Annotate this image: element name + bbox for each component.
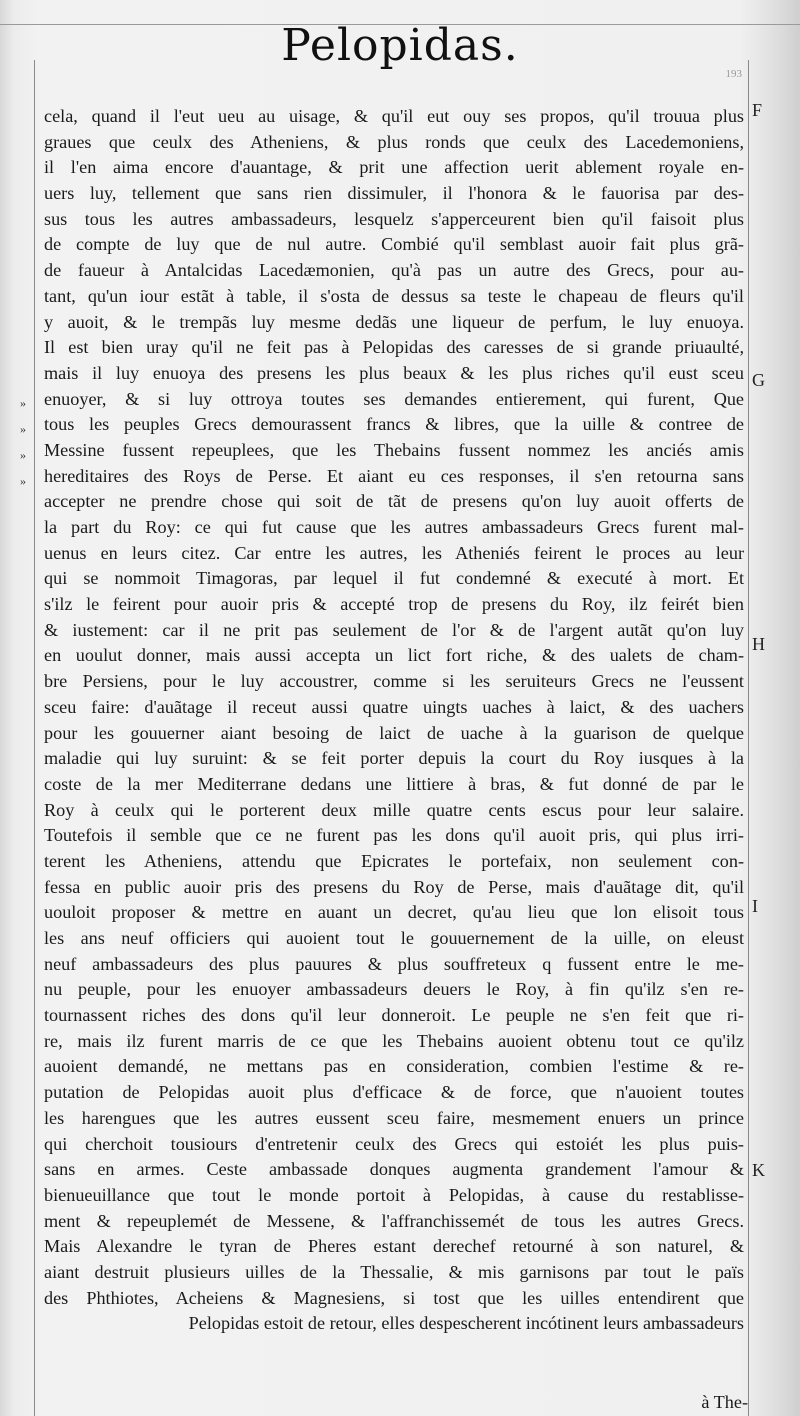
text-line: nu peuple, pour les enuoyer ambassadeurs deuers le Roy, à fin qu'ilz s'en re- [44,979,744,1000]
text-line: coste de la mer Mediterrane dedans une littiere à bras, & fut donné de par le [44,773,744,794]
text-line: Il est bien uray qu'il ne feit pas à Pelopidas des caresses de si grande priuaulté, [44,337,744,358]
text-line: & iustement: car il ne prit pas seulement de l'or & de l'argent autãt qu'on luy [44,619,744,640]
text-line: Roy à ceulx qui le porterent deux mille quatre cents escus pour leur salaire. [44,799,744,820]
text-line: tant, qu'un iour estãt à table, il s'osta de dessus sa teste le chapeau de fleurs qu'il [44,285,744,306]
margin-letter-g: G [752,370,765,390]
text-line: terent les Atheniens, attendu que Epicrates le portefaix, non seulement con- [44,850,744,871]
text-line: cela, quand il l'eut ueu au uisage, & qu'il eut ouy ses propos, qu'il trouua plus [44,106,744,126]
text-line: de compte de luy que de nul autre. Combié qu'il semblast auoir fait plus grã- [44,234,744,255]
text-line: maladie qui luy suruint: & se feit porter depuis la court du Roy iusques à la [44,748,744,769]
text-line: les harengues que les autres eussent sceu faire, mesmement enuers un prince [44,1107,744,1128]
text-line: bienueuillance que tout le monde portoit à Pelopidas, à cause du restablisse- [44,1184,744,1205]
text-line: Pelopidas estoit de retour, elles despescherent incótinent leurs ambassadeurs [188,1313,744,1334]
text-line: uouloit proposer & mettre en auant un decret, qu'au lieu que lon elisoit tous [44,902,744,923]
margin-letter-f: F [752,100,763,120]
text-line: fessa en public auoir pris des presens du Roy de Perse, mais d'auãtage dit, qu'il [44,876,744,897]
text-line: sans en armes. Ceste ambassade donques augmenta grandement l'amour & [44,1159,744,1180]
text-line: uers luy, tellement que sans rien dissimuler, il l'honora & le fauorisa par des- [44,183,744,204]
quote-marker: » [20,474,26,488]
text-line: uenus en leurs citez. Car entre les autres, les Atheniés feirent le proces au leur [44,542,744,563]
margin-letter-k: K [752,1160,765,1180]
text-line: pour les gouuerner aiant besoing de laict de uache à la guarison de quelque [44,722,744,743]
text-line: re, mais ilz furent marris de ce que les Thebains auoient obtenu tout ce qu'ilz [44,1030,744,1051]
text-line: qui se nommoit Timagoras, par lequel il fut condemné & executé à mort. Et [44,568,744,589]
text-line: putation de Pelopidas auoit plus d'efficace & de force, que n'auoient toutes [44,1082,744,1103]
catchword: à The- [701,1392,748,1412]
text-line: neuf ambassadeurs des plus pauures & plus souffreteux q fussent entre le me- [44,953,744,974]
text-line: s'ilz le feirent pour auoir pris & accepté trop de presens du Roy, ilz feirét bien [44,594,744,615]
text-line: aiant destruit plusieurs uilles de la Thessalie, & mis garnisons par tout le païs [44,1261,744,1282]
text-line: bre Persiens, pour le luy accoustrer, comme si les seruiteurs Grecs ne l'eussent [44,671,744,692]
left-margin-rule [34,60,35,1416]
text-line: tous les peuples Grecs demourassent francs & libres, que la uille & contree de [44,414,744,435]
text-line: qui cherchoit tousiours d'entretenir ceulx des Grecs qui estoiét les plus puis- [44,1133,744,1154]
text-line: enuoyer, & si luy ottroya toutes ses demandes entierement, qui furent, Que [44,388,744,409]
text-line: Messine fussent repeuplees, que les Thebains fussent nommez les anciés amis [44,439,744,460]
text-line: tournassent riches des dons qu'il leur donneroit. Le peuple ne s'en feit que ri- [44,1005,744,1026]
text-line: Mais Alexandre le tyran de Pheres estant derechef retourné à son naturel, & [44,1236,744,1257]
text-line: les ans neuf officiers qui auoient tout le gouuernement de la uille, on eleust [44,928,744,948]
text-line: auoient demandé, ne mettans pas en consideration, combien l'estime & re- [44,1056,744,1077]
body-text [44,104,744,1337]
margin-letter-h: H [752,634,765,654]
text-line: accepter ne prendre chose qui soit de tãt de presens qu'on luy auoit offerts de [44,491,744,512]
text-line: y auoit, & le trempãs luy mesme dedãs une liqueur de perfum, le luy enuoya. [44,311,744,332]
text-line: sceu faire: d'auãtage il receut aussi quatre uingts uaches à laict, & des uachers [44,696,744,717]
quote-marker: » [20,448,26,462]
text-line: la part du Roy: ce qui fut cause que les autres ambassadeurs Grecs furent mal- [44,517,744,537]
running-title: Pelopidas. [281,20,519,71]
text-line: mais il luy enuoya des presens les plus beaux & les plus riches qu'il eust sceu [44,362,744,383]
text-line: hereditaires des Roys de Perse. Et aiant eu ces responses, il s'en retourna sans [44,465,744,486]
text-line: des Phthiotes, Acheiens & Magnesiens, si tost que les uilles entendirent que [44,1287,744,1308]
text-line: ment & repeuplemét de Messene, & l'affranchissemét de tous les autres Grecs. [44,1210,744,1231]
page-number: 193 [725,68,742,80]
text-line: en uoulut donner, mais aussi accepta un lict fort riche, & des ualets de cham- [44,645,744,666]
quote-marker: » [20,396,26,410]
text-line: graues que ceulx des Atheniens, & plus ronds que ceulx des Lacedemoniens, [44,131,744,152]
right-margin-rule [748,60,749,1416]
text-line: il l'en aima encore d'auantage, & prit une affection uerit ablement royale en- [44,157,744,178]
text-line: sus tous les autres ambassadeurs, lesquelz s'apperceurent bien qu'il faisoit plus [44,208,744,229]
text-line: Toutefois il semble que ce ne furent pas les dons qu'il auoit pris, qui plus irri- [44,825,744,846]
margin-letter-i: I [752,896,758,916]
text-line: de faueur à Antalcidas Lacedæmonien, qu'à pas un autre des Grecs, pour au- [44,260,744,281]
quote-marker: » [20,422,26,436]
